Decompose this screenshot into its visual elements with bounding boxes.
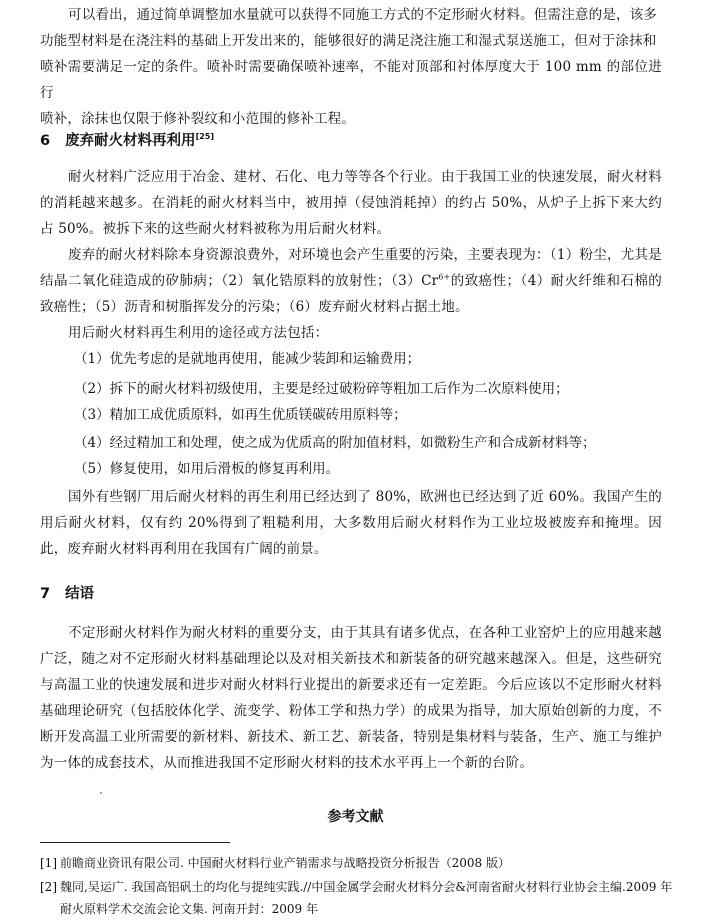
reference-entry [40, 852, 680, 874]
section-number: 6 [40, 133, 51, 149]
section-heading-6 [40, 129, 214, 150]
reference-text: 前瞻商业资讯有限公司. 中国耐火材料行业产销需求与战略投资分析报告（2008 版） [60, 856, 510, 870]
reference-text-continued: 耐火原料学术交流会论文集. 河南开封：2009 年 [60, 902, 318, 916]
references-heading: 参考文献 [327, 809, 384, 825]
reference-number: [2] [40, 880, 57, 894]
paragraph-consumption: 耐火材料广泛应用于冶金、建材、石化、电力等等各个行业。由于我国工业的快速发展，耐火材料的消耗越来越多。在消耗的耐火材料当中，被用掉（侵蚀消耗掉）的约占 50%，从炉子上拆下来大约占 50%。被拆下来的这些耐火材料被称为用后耐火材料。 [40, 169, 662, 237]
text-line: 功能型材料是在浇注料的基础上开发出来的，能够很好的满足浇注施工和湿式泵送施工，但对于涂抹和 [40, 33, 657, 49]
section-heading-7 [40, 582, 94, 603]
section-title: 结语 [65, 586, 95, 602]
reference-text: 魏同,吴运广. 我国高铝矾土的均化与提纯实践.//中国金属学会耐火材料分会&河南省耐火材料行业协会主编.2009 年 [60, 880, 673, 894]
paragraph-pollution [40, 242, 662, 320]
list-item: （1）优先考虑的是就地再使用，能减少装卸和运输费用； [74, 351, 421, 367]
citation-marker: [25] [195, 132, 215, 142]
text-line: 喷补，涂抹也仅限于修补裂纹和小范围的修补工程。 [40, 111, 356, 127]
paragraph-reuse-methods-intro: 用后耐火材料再生利用的途径或方法包括： [68, 325, 329, 341]
text-line: 可以看出，通过简单调整加水量就可以获得不同施工方式的不定形耐火材料。但需注意的是，该多 [68, 7, 658, 23]
paragraph-spray-application [40, 2, 662, 132]
reference-number: [1] [40, 856, 57, 870]
text-run: 的致癌性；（4）耐火纤维和石棉的致癌性；（5）沥青和树脂挥发分的污染；（6）废弃耐火材料占据土地。 [40, 273, 662, 315]
list-item: （2）拆下的耐火材料初级使用，主要是经过破粉碎等粗加工后作为二次原料使用； [74, 381, 569, 397]
list-item: （5）修复使用，如用后滑板的修复再利用。 [74, 461, 340, 477]
section-number: 7 [40, 586, 51, 602]
text-line: 喷补需要满足一定的条件。喷补时需要确保喷补速率，不能对顶部和衬体厚度大于 100 mm 的部位进行 [40, 59, 662, 101]
paragraph-conclusion: 不定形耐火材料作为耐火材料的重要分支，由于其具有诸多优点，在各种工业窑炉上的应用越来越广泛，随之对不定形耐火材料基础理论以及对相关新技术和新装备的研究越来越深入。但是，这些研究与高温工业的快速发展和进步对耐火材料行业提出的新要求还有一定差距。今后应该以不定形耐火材料基础理论研究（包括胶体化学、流变学、粉体工学和热力学）的成果为指导，加大原始创新的力度，不断开发高温工业所需要的新材料、新技术、新工艺、新装备，特别是集材料与装备，生产、施工与维护为一体的成套技术，从而推进我国不定形耐火材料的技术水平再上一个新的台阶。 [40, 625, 662, 771]
scan-speck [100, 792, 102, 794]
text-run: 废弃的耐火材料除本身资源浪费外，对环境也会产生重要的污染，主要表现为：（1）粉尘，尤其是结晶二氧化硅造成的矽肺病；（2）氧化锆原料的放射性；（3）Cr [40, 247, 662, 289]
superscript: 6+ [438, 272, 451, 282]
list-item: （3）精加工成优质原料，如再生优质镁碳砖用原料等； [74, 407, 407, 423]
paragraph-recycling-rates: 国外有些钢厂用后耐火材料的再生利用已经达到了 80%，欧洲也已经达到了近 60%。我国产生的用后耐火材料，仅有约 20%得到了粗糙利用，大多数用后耐火材料作为工业垃圾被废弃和掩埋。因此，废弃耐火材料再利用在我国有广阔的前景。 [40, 489, 662, 557]
list-item: （4）经过精加工和处理，使之成为优质高的附加值材料，如微粉生产和合成新材料等； [74, 435, 596, 451]
section-title: 废弃耐火材料再利用 [65, 133, 196, 149]
footnote-divider [40, 842, 230, 843]
reference-entry [40, 876, 680, 916]
